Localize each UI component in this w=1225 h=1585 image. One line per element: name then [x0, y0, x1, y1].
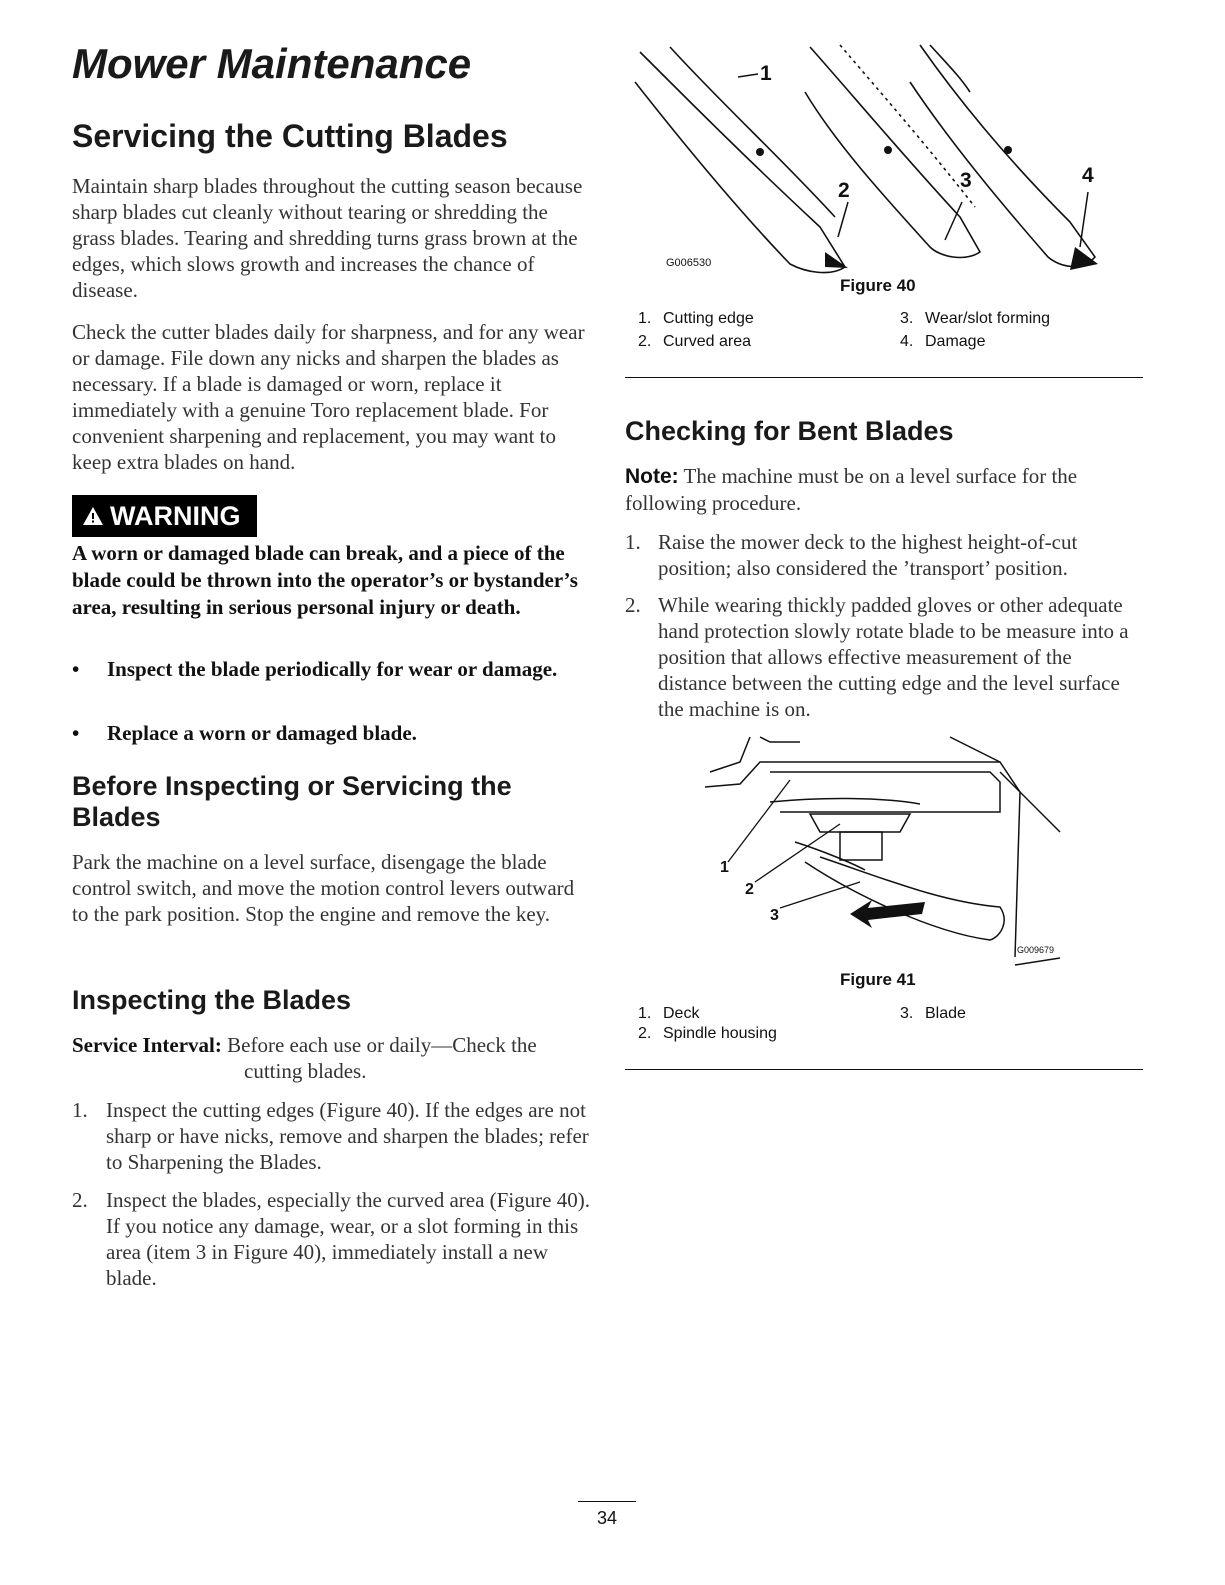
intro-paragraph-1: Maintain sharp blades throughout the cutting season because sharp blades cut cleanly without tearing or shredding the grass blades. Tearing and shredding turns grass brown at the edges, which slows growth and increases the chance of disease.: [72, 174, 583, 302]
page-title: Mower Maintenance: [72, 40, 472, 87]
step-text: While wearing thickly padded gloves or other adequate hand protection slowly rotate blade to be measure into a position that allows effective measurement of the distance between the cutting edge and the level surface the machine is on.: [658, 593, 1129, 721]
bullet-icon: •: [72, 657, 80, 681]
legend-number: 1.: [638, 310, 652, 327]
legend-number: 2.: [638, 1025, 652, 1042]
figure-41-legend-item: [900, 1005, 966, 1023]
figure-40-callout-1: 1: [760, 62, 772, 85]
legend-label: Blade: [925, 1005, 966, 1022]
legend-number: 3.: [900, 310, 914, 327]
figure-41-callout-2: 2: [745, 881, 754, 898]
legend-label: Damage: [925, 333, 986, 350]
bent-blades-heading: Checking for Bent Blades: [625, 416, 954, 446]
warning-bullet-text: Inspect the blade periodically for wear or damage.: [107, 657, 558, 681]
figure-40-callout-2: 2: [838, 179, 850, 202]
warning-text: A worn or damaged blade can break, and a piece of the blade could be thrown into the operator’s or bystander’s area, resulting in serious personal injury or death.: [72, 541, 578, 619]
legend-label: Deck: [663, 1005, 700, 1022]
legend-label: Spindle housing: [663, 1025, 777, 1042]
intro-paragraph-2: Check the cutter blades daily for sharpness, and for any wear or damage. File down any nicks and sharpen the blades as necessary. If a blade is damaged or worn, replace it immediately with a genuine Toro replacement blade. For convenient sharpening and replacement, you may want to keep extra blades on hand.: [72, 320, 585, 474]
inspect-step: [72, 1187, 592, 1297]
legend-number: 2.: [638, 333, 652, 350]
figure-40-code: G006530: [666, 257, 712, 269]
before-heading: Before Inspecting or Servicing the Blades: [72, 771, 512, 832]
figure-40-callout-3: 3: [960, 169, 972, 192]
figure-40-legend-item: [638, 310, 754, 328]
figure-41-callout-1: 1: [720, 859, 729, 876]
section-divider: [625, 377, 1143, 378]
note-paragraph: [625, 463, 1145, 516]
figure-40-legend-item: [638, 333, 751, 351]
legend-label: Cutting edge: [663, 310, 754, 327]
inspecting-heading: Inspecting the Blades: [72, 985, 352, 1015]
figure-40-legend-item: [900, 310, 1050, 328]
service-interval: [72, 1032, 592, 1084]
step-text: Inspect the cutting edges (Figure 40). If the edges are not sharp or have nicks, remove and sharpen the blades; refer to Sharpening the Blades.: [106, 1098, 589, 1174]
section-heading: Servicing the Cutting Blades: [72, 118, 508, 154]
legend-number: 1.: [638, 1005, 652, 1022]
step-text: Inspect the blades, especially the curved area (Figure 40). If you notice any damage, wear, or a slot forming in this area (item 3 in Figure 40), immediately install a new blade.: [106, 1188, 590, 1290]
legend-number: 4.: [900, 333, 914, 350]
figure-40-legend-item: [900, 333, 985, 351]
inspect-step: [72, 1097, 592, 1177]
step-number: 1.: [625, 530, 641, 554]
figure-41-legend-item: [638, 1005, 699, 1023]
bent-step: [625, 592, 1145, 732]
page-number: 34: [596, 1508, 618, 1528]
figure-40-illustration: [630, 42, 1120, 277]
figure-41-illustration: [700, 732, 1070, 967]
note-text: The machine must be on a level surface for the following procedure.: [625, 464, 1078, 515]
figure-41-callout-3: 3: [770, 907, 779, 924]
figure-41-caption: Figure 41: [840, 970, 916, 989]
warning-triangle-icon: [82, 506, 104, 526]
before-paragraph: Park the machine on a level surface, disengage the blade control switch, and move the motion control levers outward to the park position. Stop the engine and remove the key.: [72, 850, 575, 926]
legend-label: Wear/slot forming: [925, 310, 1051, 327]
figure-41-code: G009679: [1017, 945, 1055, 955]
section-divider: [625, 1069, 1143, 1070]
warning-bullet-text: Replace a worn or damaged blade.: [107, 721, 417, 745]
bent-step: [625, 529, 1145, 585]
note-label: Note:: [625, 465, 679, 488]
legend-number: 3.: [900, 1005, 914, 1022]
figure-40-callout-4: 4: [1082, 164, 1094, 187]
step-number: 2.: [72, 1188, 88, 1212]
service-interval-value-cont: cutting blades.: [244, 1059, 367, 1083]
service-interval-value: Before each use or daily—Check the: [227, 1033, 537, 1057]
service-interval-label: Service Interval:: [72, 1033, 222, 1057]
figure-41-legend-item: [638, 1025, 777, 1043]
warning-bullet: [72, 656, 582, 716]
bullet-icon: •: [72, 721, 80, 745]
warning-bullet: [72, 720, 582, 750]
warning-label: WARNING: [110, 500, 241, 531]
step-number: 1.: [72, 1098, 88, 1122]
figure-40-caption: Figure 40: [840, 276, 916, 295]
warning-badge: [72, 495, 257, 537]
legend-label: Curved area: [663, 333, 752, 350]
page-number-rule: [578, 1501, 636, 1502]
step-number: 2.: [625, 593, 641, 617]
step-text: Raise the mower deck to the highest height-of-cut position; also considered the ’transport’ position.: [658, 530, 1078, 580]
